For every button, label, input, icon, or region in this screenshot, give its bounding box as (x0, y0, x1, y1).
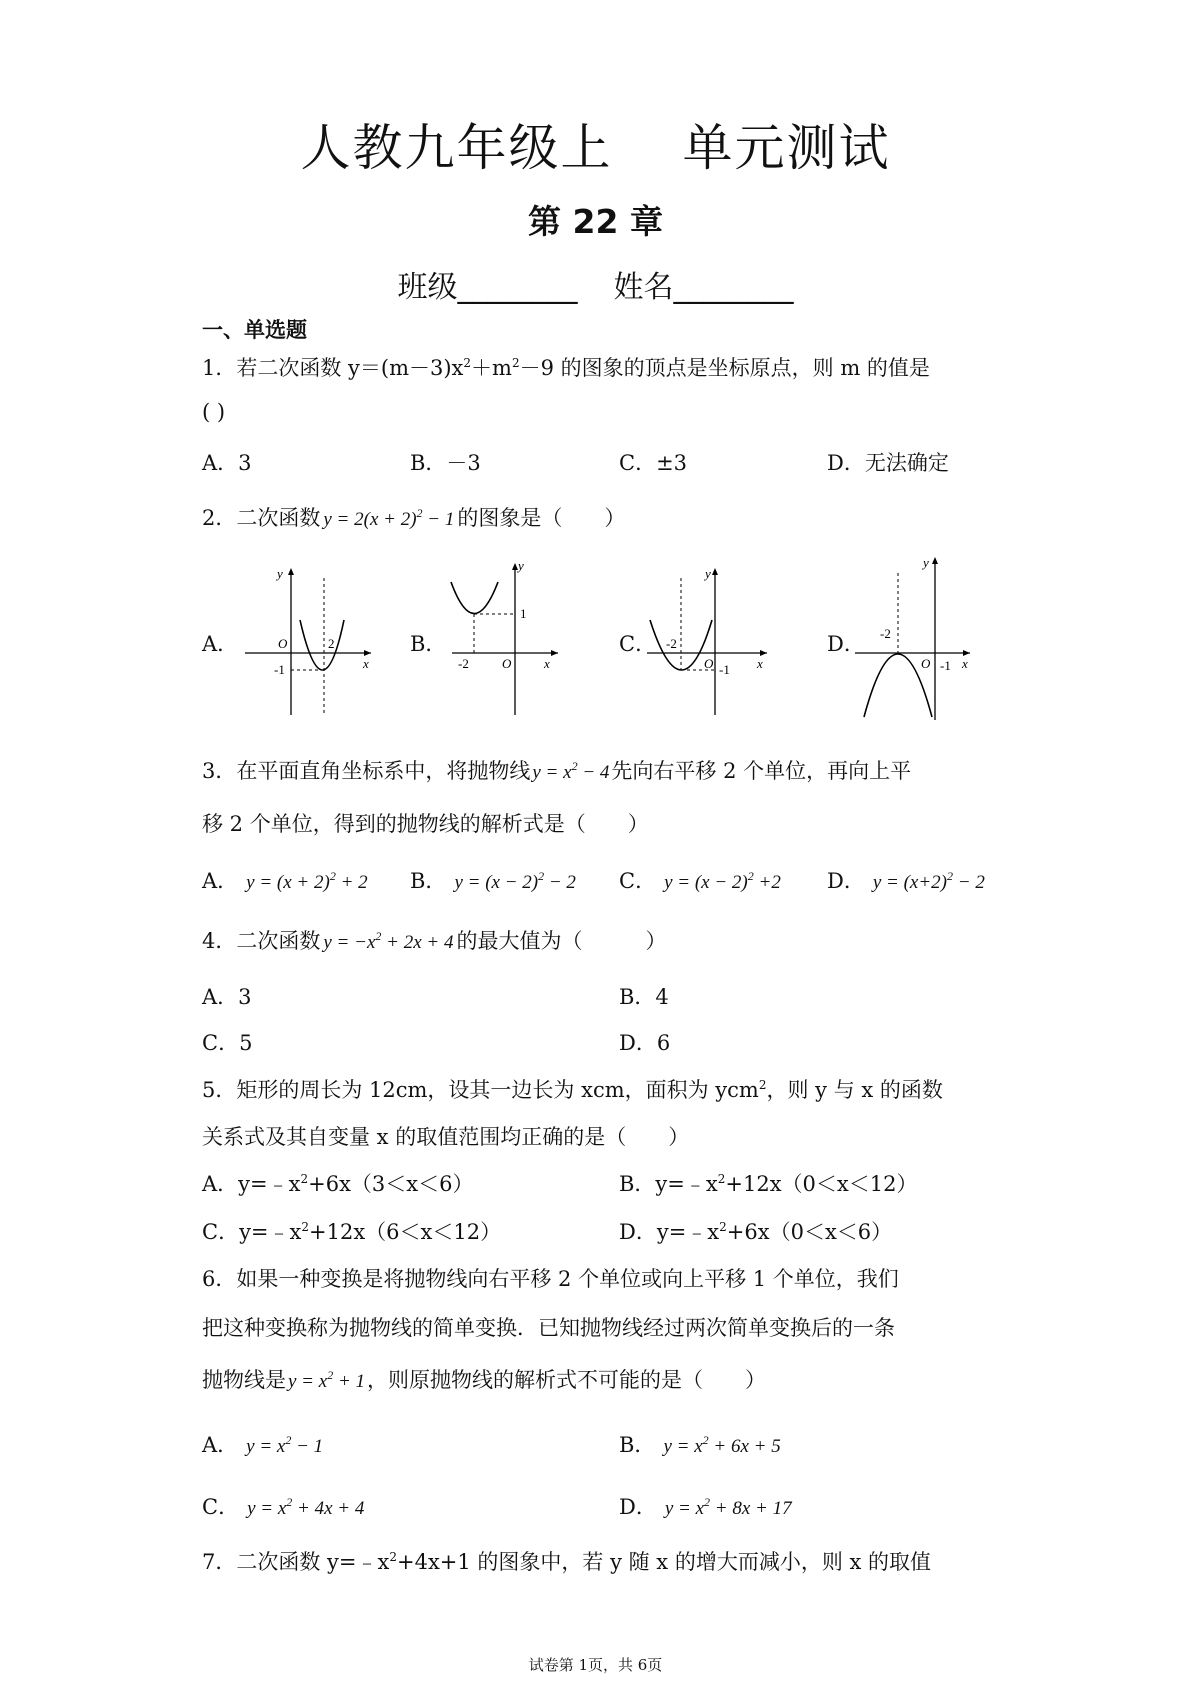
q3-option-b: B． $y = (x - 2)^2 - 2$ (410, 869, 576, 893)
q2-graph-b (440, 560, 575, 715)
class-field-label: 班级________ (397, 270, 578, 305)
q6-formula: $y = x^2 + 1$ (288, 1368, 366, 1392)
svg-text:-1: -1 (940, 658, 951, 673)
q4-option-d: D．6 (619, 1031, 671, 1055)
q2-graph-d (850, 555, 985, 720)
q1-answer-paren: ( ) (202, 400, 226, 424)
chapter-heading: 第 22 章 (528, 202, 663, 241)
q5-option-c: C．$y=﹣x^2+12x(6<x<12)$ (202, 1220, 502, 1244)
q1-option-d: D．无法确定 (827, 451, 949, 475)
q2-option-d-label: D． (827, 632, 865, 656)
q4-option-b: B．4 (619, 985, 669, 1009)
q7-stem-line1: 7．二次函数 $y=﹣x^2+4x+1$ 的图象中，若 y 随 x 的增大而减小，则 x 的取值 (202, 1550, 932, 1574)
q1-option-a: A．3 (202, 451, 252, 475)
svg-text:y: y (705, 566, 711, 581)
q6-stem-line3: 抛物线是 $y = x^2 + 1$，则原抛物线的解析式不可能的是（ ） (202, 1368, 767, 1392)
svg-text:-1: -1 (274, 662, 285, 677)
q6-option-b: B． $y = x^2 + 6x + 5$ (619, 1433, 781, 1457)
q5-option-d: D．$y=﹣x^2+6x(0<x<6)$ (619, 1220, 893, 1244)
q4-option-a: A．3 (202, 985, 252, 1009)
q1-stem: 1．若二次函数 $y=(m-3)x^2+m^2-9$ 的图象的顶点是坐标原点，则 m 的值是 (202, 356, 930, 380)
q3-formula: $y = x^2 - 4$ (532, 759, 610, 783)
q3-option-a: A． $y = (x + 2)^2 + 2$ (202, 869, 368, 893)
q2-option-a-label: A． (202, 632, 239, 656)
svg-text:2: 2 (328, 636, 335, 651)
q2-formula: $y = 2(x + 2)^2 - 1$ (323, 506, 455, 530)
svg-text:x: x (757, 656, 763, 671)
svg-text:y: y (277, 566, 283, 581)
q6-option-a: A． $y = x^2 - 1$ (202, 1433, 324, 1457)
q3-option-d: D． $y = (x+2)^2 - 2$ (827, 869, 985, 893)
q3-option-c: C． $y = (x - 2)^2 +2$ (619, 869, 781, 893)
q5-option-b: B．$y=﹣x^2+12x(0<x<12)$ (619, 1172, 918, 1196)
name-field-label: 姓名________ (613, 270, 794, 305)
svg-text:1: 1 (520, 606, 527, 621)
svg-text:x: x (962, 656, 968, 671)
q6-stem-line2: 把这种变换称为抛物线的简单变换．已知抛物线经过两次简单变换后的一条 (202, 1316, 895, 1340)
svg-text:-2: -2 (666, 636, 677, 651)
q4-formula: $y = -x^2 + 2x + 4$ (323, 929, 454, 953)
q4-option-c: C．5 (202, 1031, 253, 1055)
q5-stem-line1: 5．矩形的周长为 12cm，设其一边长为 xcm，面积为 ycm$^2$，则 y 与 x 的函数 (202, 1078, 943, 1102)
q5-option-a: A．$y=﹣x^2+6x(3<x<6)$ (202, 1172, 474, 1196)
q4-stem: 4．二次函数 $y = -x^2 + 2x + 4$ 的最大值为（ ） (202, 929, 667, 953)
svg-text:O: O (704, 656, 714, 671)
q5-stem-line2: 关系式及其自变量 x 的取值范围均正确的是（ ） (202, 1125, 690, 1149)
q3-stem-line1: 3．在平面直角坐标系中，将抛物线 $y = x^2 - 4$先向右平移 2 个单位，再向上平 (202, 759, 912, 783)
svg-text:x: x (544, 656, 550, 671)
q6-stem-line1: 6．如果一种变换是将抛物线向右平移 2 个单位或向上平移 1 个单位，我们 (202, 1267, 899, 1291)
page-title (0, 108, 1191, 180)
svg-text:x: x (363, 656, 369, 671)
q3-stem-line2: 移 2 个单位，得到的抛物线的解析式是（ ） (202, 812, 649, 836)
q2-stem: 2．二次函数 $y = 2(x + 2)^2 - 1$ 的图象是（ ） (202, 506, 626, 530)
svg-text:y: y (518, 560, 524, 573)
q2-option-c-label: C． (619, 632, 657, 656)
svg-text:-2: -2 (458, 656, 469, 671)
page-footer: 试卷第 1页，共 6页 (528, 1656, 663, 1674)
svg-text:y: y (923, 555, 929, 570)
q1-option-c: C．±3 (619, 451, 688, 475)
q2-option-b-label: B． (410, 632, 447, 656)
q6-option-c: C． $y = x^2 + 4x + 4$ (202, 1495, 365, 1519)
svg-text:-2: -2 (880, 626, 891, 641)
title-left: 人教九年级上 (300, 119, 613, 177)
svg-text:O: O (502, 656, 512, 671)
section-title: 一、单选题 (202, 318, 307, 342)
q6-option-d: D． $y = x^2 + 8x + 17$ (619, 1495, 792, 1519)
svg-text:O: O (278, 636, 288, 651)
q1-option-b: B．－3 (410, 451, 481, 475)
student-info-line (0, 262, 1191, 306)
svg-text:-1: -1 (719, 662, 730, 677)
title-right: 单元测试 (682, 119, 891, 177)
svg-text:O: O (921, 656, 931, 671)
q2-graph-c (642, 560, 777, 715)
q2-graph-a (240, 560, 375, 715)
